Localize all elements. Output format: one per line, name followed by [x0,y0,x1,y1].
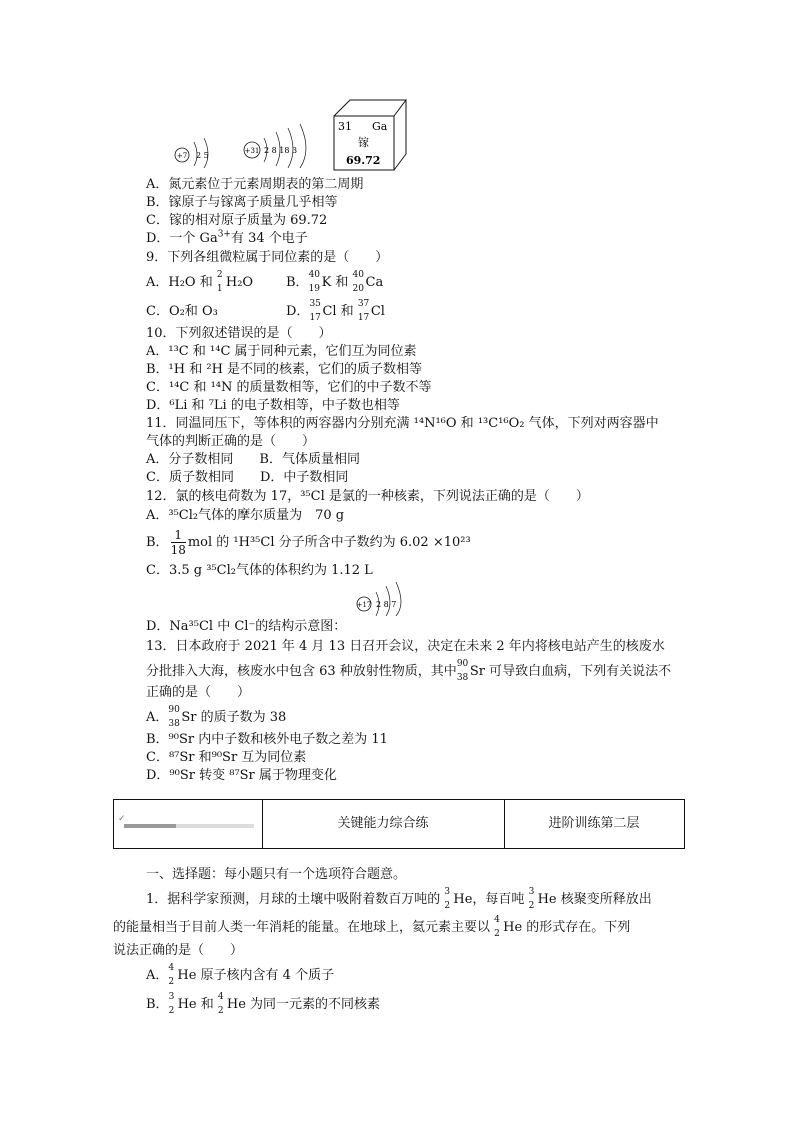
q9-d-mid: Cl 和 [322,304,358,319]
q9-a-pre: A．H₂O 和 [146,275,217,290]
mass-number: 3 [168,992,175,1002]
progress-bar-fill [124,824,176,828]
ga-tile-number: 31 [338,120,352,133]
q13-a-post: Sr 的质子数为 38 [181,710,287,725]
q13-stem-line-3: 正确的是（ ） [146,685,251,700]
q9-b-post: Ca [365,275,384,290]
mass-number: 40 [352,270,364,280]
p1-option-b [146,992,381,1016]
p1-b-isotope-2 [217,992,226,1016]
q13-option-b: B．⁹⁰Sr 内中子数和核外电子数之差为 11 [146,732,388,747]
section-banner [113,799,685,849]
q8-option-d [146,230,308,247]
p1-b-mid: He 和 [177,997,218,1012]
q13-a-isotope [168,705,180,729]
q9-b-mid: K 和 [321,275,353,290]
cl-shells-label: 2 8 7 [376,600,397,609]
q13-a-pre: A． [146,710,169,725]
banner-level: 进阶训练第二层 [548,816,640,831]
q9-option-d [286,299,385,323]
mass-number: 40 [308,270,321,280]
p1-line2-isotope [494,915,502,939]
q11-options-ab: A．分子数相同 B．气体质量相同 [146,452,360,467]
q13-stem2-post: Sr 可导致白血病，下列有关说法不 [469,664,672,679]
q10-stem: 10．下列叙述错误的是（ ） [146,326,332,341]
q12-option-d: D．Na³⁵Cl 中 Cl⁻的结构示意图： [146,619,347,634]
q13-option-c: C．⁸⁷Sr 和⁹⁰Sr 互为同位素 [146,750,307,765]
mass-number: 4 [217,992,224,1002]
q13-stem2-pre: 分批排入大海，核废水中包含 63 种放射性物质，其中 [146,664,457,679]
p1-line1-isotope-2 [528,887,537,911]
mass-number: 35 [309,299,321,309]
atomic-number: 38 [168,719,180,729]
q13-stem-line-1: 13．日本政府于 2021 年 4 月 13 日召开会议，决定在未来 2 年内将核电站产生的核废水 [146,639,665,654]
p1-b-isotope-1 [168,992,177,1016]
q13-stem-isotope [456,659,469,683]
atomic-number: 19 [308,284,321,294]
mass-number: 3 [444,887,451,897]
q10-option-b: B．¹H 和 ²H 是不同的核素，它们的质子数相等 [146,362,423,377]
ga-nucleus-label: +31 [244,147,260,155]
q9-b-isotope-2 [352,270,365,294]
atomic-number: 38 [456,673,469,683]
section-heading: 一、选择题：每小题只有一个选项符合题意。 [146,867,407,882]
cl-nucleus-label: +17 [356,601,372,609]
q9-stem: 9．下列各组微粒属于同位素的是（ ） [146,250,389,265]
fraction [171,528,186,557]
q8-option-a: A．氮元素位于元素周期表的第二周期 [146,177,364,192]
mass-number: 90 [456,659,469,669]
q9-d-isotope-1 [309,299,321,323]
mass-number: 4 [494,915,500,925]
q8-d-charge: 3+ [217,229,231,240]
mass-number: 90 [168,705,180,715]
atomic-number: 1 [216,284,223,294]
ga-tile-mass: 69.72 [346,154,381,167]
p1-line-3: 说法正确的是（ ） [113,943,244,958]
mass-number: 3 [528,887,535,897]
gallium-atom-diagram [240,120,320,168]
n-nucleus-label: +7 [176,152,188,160]
nitrogen-atom-diagram [168,132,228,168]
p1-option-a [146,963,335,987]
q9-d-pre: D． [286,304,310,319]
atomic-number: 2 [444,901,451,911]
ga-shells-label: 2 8 18 3 [264,146,298,155]
p1-line2-pre: 的能量相当于目前人类一年消耗的能量。在地球上，氦元素主要以 [113,920,495,935]
banner-left-cell [114,800,263,848]
q10-option-a: A．¹³C 和 ¹⁴C 属于同种元素，它们互为同位素 [146,344,417,359]
q12-option-b [146,526,471,558]
p1-line1-post: He 核聚变所释放出 [537,892,652,907]
p1-a-pre: A． [146,968,169,983]
q9-d-isotope-2 [357,299,370,323]
q9-b-pre: B． [286,275,309,290]
fraction-numerator: 1 [171,528,186,543]
progress-bar [124,824,254,828]
q8-option-b: B．镓原子与镓离子质量几乎相等 [146,195,338,210]
fraction-denominator: 18 [170,542,186,557]
mass-number: 4 [168,963,175,973]
q9-a-post: H₂O [225,275,254,290]
check-icon: ✓ [118,814,126,824]
p1-b-post: He 为同一元素的不同核素 [226,997,381,1012]
q12-stem: 12．氯的核电荷数为 17，³⁵Cl 是氯的一种核素，下列说法正确的是（ ） [146,489,589,504]
q10-option-c: C．¹⁴C 和 ¹⁴N 的质量数相等，它们的中子数不等 [146,380,432,395]
atomic-number: 2 [528,901,535,911]
atomic-number: 17 [357,313,370,323]
q9-b-isotope-1 [308,270,321,294]
mass-number: 37 [357,299,370,309]
atomic-number: 2 [217,1006,224,1016]
n-shells-label: 2 5 [196,151,209,160]
q13-option-a [146,705,287,729]
p1-line2-post: He 的形式存在。下列 [503,920,631,935]
q9-d-post: Cl [370,304,385,319]
p1-b-pre: B． [146,997,169,1012]
q8-d-pre: D．一个 Ga [146,231,218,246]
q11-stem-line-1: 11．同温同压下，等体积的两容器内分别充满 ¹⁴N¹⁶O 和 ¹³C¹⁶O₂ 气体，下列对两容器中 [146,416,659,431]
p1-line-1 [146,887,652,911]
q12-option-a: A．³⁵Cl₂气体的摩尔质量为 70 g [146,508,345,523]
ga-tile-symbol: Ga [372,120,388,133]
q9-option-c: C．O₂和 O₃ [146,304,218,319]
p1-line1-isotope-1 [444,887,452,911]
gallium-periodic-tile [330,98,410,172]
atomic-number: 20 [352,284,364,294]
banner-title: 关键能力综合练 [262,800,505,848]
q9-a-isotope [216,270,225,294]
q9-option-a [146,270,254,294]
p1-a-isotope [168,963,176,987]
chloride-ion-diagram [352,580,412,616]
q10-option-d: D．⁶Li 和 ⁷Li 的电子数相等，中子数也相等 [146,398,400,413]
atomic-number: 2 [168,977,175,987]
p1-a-post: He 原子核内含有 4 个质子 [177,968,335,983]
q11-stem-line-2: 气体的判断正确的是（ ） [146,434,316,449]
atomic-number: 17 [309,313,321,323]
atomic-number: 2 [168,1006,175,1016]
q12-b-pre: B． [146,534,169,550]
q12-b-post: mol 的 ¹H³⁵Cl 分子所含中子数约为 6.02 ×10²³ [187,534,471,550]
mass-number: 2 [216,270,223,280]
q13-option-d: D．⁹⁰Sr 转变 ⁸⁷Sr 属于物理变化 [146,768,337,783]
q13-stem-line-2 [146,659,672,683]
p1-line-2 [113,915,631,939]
q8-option-c: C．镓的相对原子质量为 69.72 [146,213,328,228]
p1-line1-pre: 1．据科学家预测，月球的土壤中吸附着数百万吨的 [146,892,445,907]
q11-options-cd: C．质子数相同 D．中子数相同 [146,470,349,485]
p1-line1-mid: He，每百吨 [453,892,529,907]
q12-option-c: C．3.5 g ³⁵Cl₂气体的体积约为 1.12 L [146,563,373,578]
ga-tile-name: 镓 [358,136,369,149]
q9-option-b [286,270,384,294]
atomic-number: 2 [494,929,500,939]
q8-d-post: 有 34 个电子 [230,231,308,246]
